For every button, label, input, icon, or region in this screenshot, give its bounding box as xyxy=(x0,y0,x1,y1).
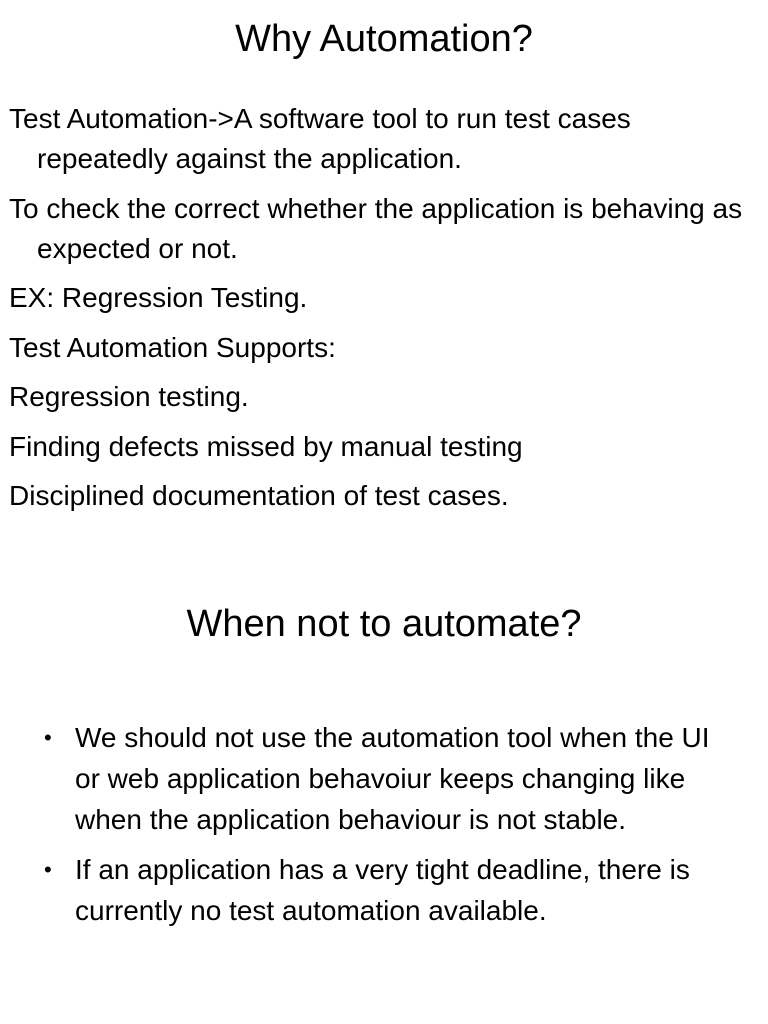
paragraph-test-automation-definition: Test Automation->A software tool to run test cases repeatedly against the application. xyxy=(9,103,631,174)
section-title: When not to automate? xyxy=(186,603,582,645)
paragraph-check-behaviour: To check the correct whether the application is behaving as expected or not. xyxy=(9,192,743,264)
intro-paragraph-list xyxy=(9,99,749,526)
bullet-item-tight-deadline xyxy=(40,849,740,931)
paragraph-regression-testing: Regression testing. xyxy=(9,381,249,412)
slide-title: Why Automation? xyxy=(235,18,533,60)
paragraph-documentation: Disciplined documentation of test cases. xyxy=(9,480,509,511)
bullet-text: If an application has a very tight deadline, there is currently no test automation available. xyxy=(75,854,690,926)
paragraph-example: EX: Regression Testing. xyxy=(9,282,308,313)
paragraph-finding-defects: Finding defects missed by manual testing xyxy=(9,430,523,462)
bullet-text: We should not use the automation tool when the UI or web application behavoiur keeps changing like when the application behaviour is not stable. xyxy=(75,722,710,835)
bullet-item-ui-changing xyxy=(40,717,740,840)
bullet-icon: • xyxy=(44,725,52,750)
paragraph-supports-heading: Test Automation Supports: xyxy=(9,331,336,363)
bullet-list xyxy=(40,717,740,940)
bullet-icon: • xyxy=(44,857,52,882)
